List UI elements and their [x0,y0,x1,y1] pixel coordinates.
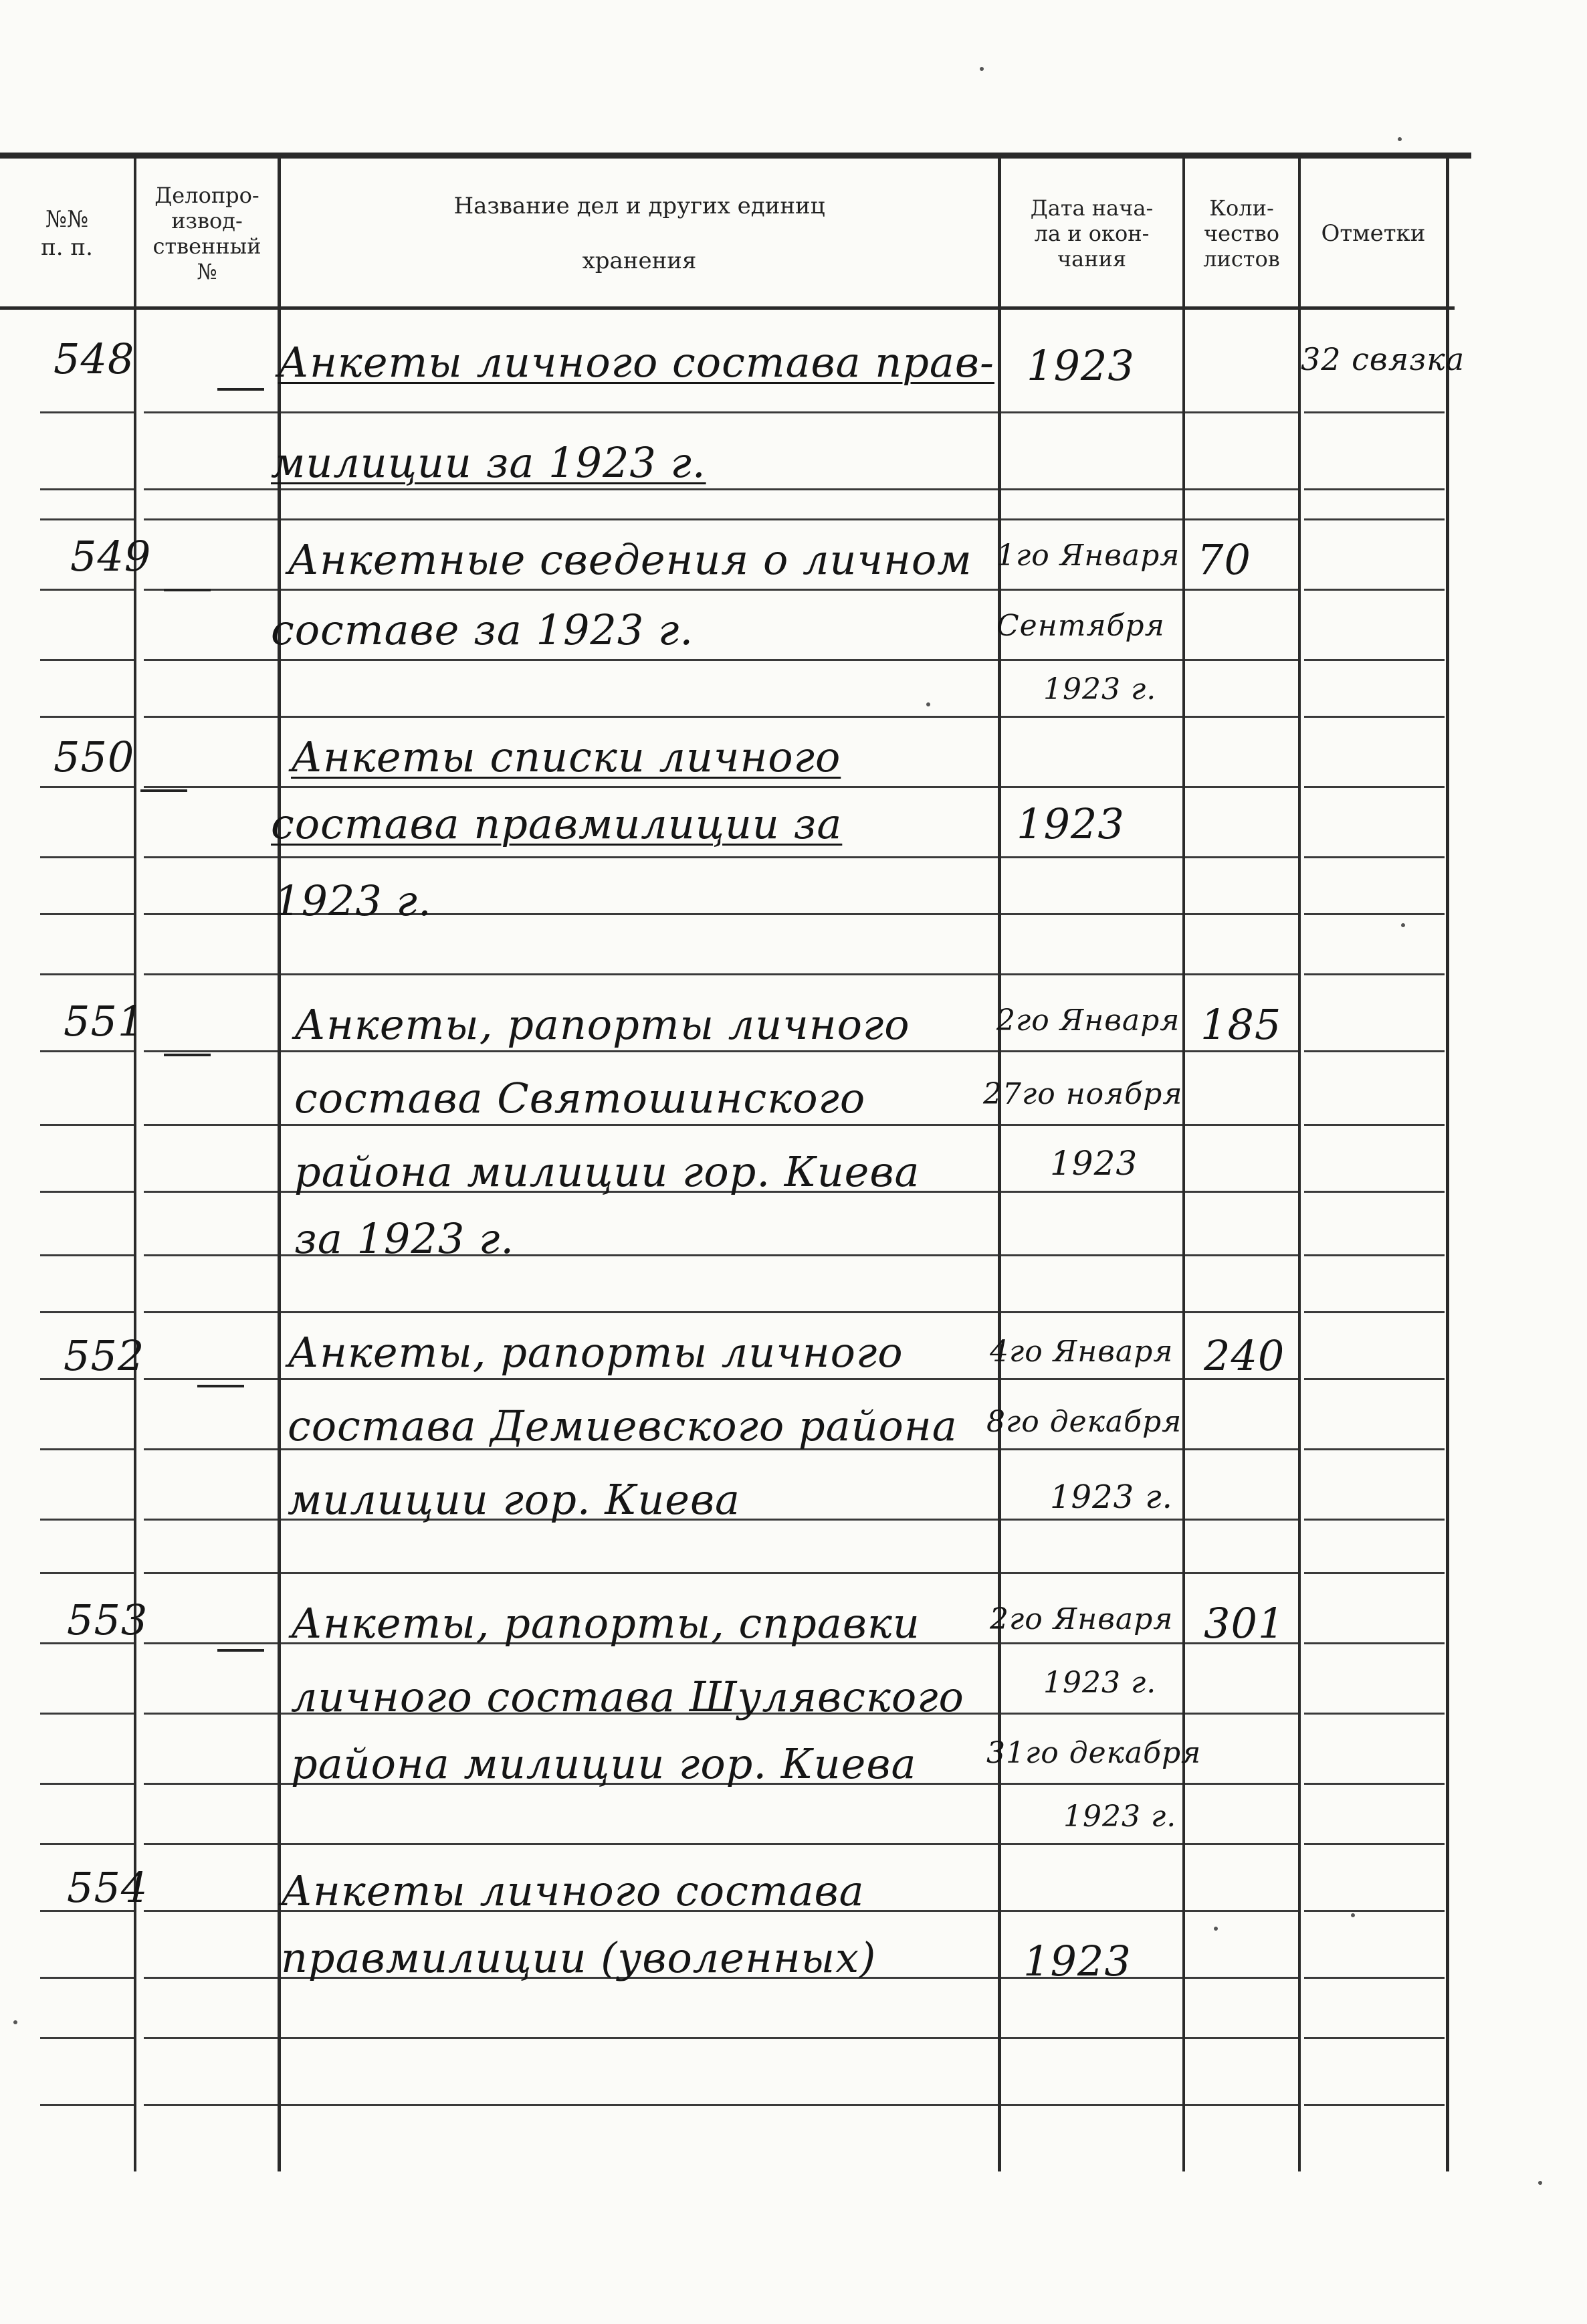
ruled-line [1304,856,1445,858]
row-sheets: 240 [1204,1331,1285,1380]
ruled-line [1001,1783,1182,1785]
ruled-line [1185,786,1298,788]
ruled-line [40,1783,134,1785]
ruled-line [281,786,998,788]
ruled-line [1185,2104,1298,2106]
row-title-line: района милиции гор. Киева [291,1739,917,1788]
col-rule-6 [1446,158,1449,2171]
ruled-line [281,1311,998,1313]
row-date-line: 1923 [1050,1144,1138,1183]
row-number: 553 [67,1595,148,1644]
row-title-line: милиции гор. Киева [288,1475,740,1524]
ruled-line [144,716,278,718]
ruled-line [1304,973,1445,975]
ruled-line [1001,411,1182,413]
row-date-line: 8го декабря [986,1405,1182,1439]
ruled-line [144,856,278,858]
ruled-line [1304,1519,1445,1521]
row-number: 552 [64,1331,145,1380]
col-rule-4 [1182,158,1185,2171]
ruled-line [144,1378,278,1380]
ruled-line [1001,973,1182,975]
row-number: 548 [54,334,135,383]
row-title-line: Анкеты личного состава [281,1866,865,1915]
row-number: 550 [54,733,135,781]
row-date-line: 27го ноября [983,1077,1183,1111]
scan-speck [1351,1913,1355,1917]
ruled-line [281,2104,998,2106]
ruled-line [281,659,998,661]
ruled-line [144,1977,278,1979]
row-title-line: состава Демиевского района [288,1401,958,1450]
row-title-line: правмилиции (уволенных) [281,1933,877,1982]
scan-speck [13,2020,17,2024]
ruled-line [144,411,278,413]
row-date-line: 2го Января [990,1602,1174,1636]
row-title-line: Анкеты личного состава прав- [278,338,994,387]
row-sheets: 301 [1204,1599,1285,1648]
row-office-dash [197,1385,244,1387]
row-office-dash [140,789,187,792]
ruled-line [1304,1448,1445,1450]
scan-speck [1401,923,1405,927]
ruled-line [1185,518,1298,520]
ruled-line [1001,2037,1182,2039]
ruled-line [40,1448,134,1450]
row-notes: 32 связка [1301,341,1465,377]
ruled-line [1185,659,1298,661]
ruled-line [1001,856,1182,858]
ruled-line [1185,589,1298,591]
ruled-line [144,518,278,520]
ruled-line [1001,1124,1182,1126]
ruled-line [1185,1448,1298,1450]
ruled-line [40,2104,134,2106]
row-number: 549 [70,532,152,581]
ruled-line [144,1519,278,1521]
row-title-line: 1923 г. [274,876,432,925]
col-rule-3 [998,158,1001,2171]
header-sheets: Коли- чество листов [1203,195,1280,272]
ruled-line [144,1311,278,1313]
ruled-line [40,488,134,490]
ruled-line [281,488,998,490]
row-date-line: 31го декабря [986,1736,1202,1770]
ruled-line [1304,411,1445,413]
ruled-line [1185,488,1298,490]
ruled-line [1304,518,1445,520]
ruled-line [40,1254,134,1256]
row-office-dash [164,1054,211,1056]
ruled-line [1185,1311,1298,1313]
top-rule [0,153,1471,159]
ruled-line [281,2037,998,2039]
ruled-line [144,1910,278,1912]
ruled-line [281,1124,998,1126]
ruled-line [1001,716,1182,718]
ruled-line [144,1050,278,1052]
ruled-line [1304,659,1445,661]
row-sheets: 70 [1197,535,1251,584]
ruled-line [1304,1572,1445,1574]
ruled-line [144,1572,278,1574]
ruled-line [1001,1519,1182,1521]
row-title-line: милиции за 1923 г. [271,438,706,487]
ruled-line [40,1124,134,1126]
ruled-line [1001,2104,1182,2106]
row-date-line: 2го Января [996,1003,1180,1038]
ruled-line [1185,1254,1298,1256]
ruled-line [144,1642,278,1644]
ruled-line [1185,1191,1298,1193]
ruled-line [40,913,134,915]
ruled-line [1001,488,1182,490]
ruled-line [1185,1124,1298,1126]
scan-speck [1214,1927,1218,1931]
ruled-line [281,1843,998,1845]
header-title-line1: Название дел и других единиц [453,193,825,219]
row-title-line: Анкеты, рапорты личного [294,1000,910,1049]
ruled-line [40,1311,134,1313]
ruled-line [1001,1448,1182,1450]
ruled-line [1185,1572,1298,1574]
ruled-line [40,786,134,788]
header-title-line2: хранения [582,248,697,274]
ruled-line [40,1191,134,1193]
header-number: №№ п. п. [41,206,93,261]
ruled-line [1304,1254,1445,1256]
ruled-line [1304,1311,1445,1313]
row-date-line: Сентября [996,609,1165,643]
ruled-line [40,659,134,661]
header-title [281,161,998,306]
row-title-line: состава правмилиции за [271,799,843,848]
row-office-dash [217,388,264,391]
ruled-line [1001,1050,1182,1052]
ruled-line [281,1572,998,1574]
row-date-line: 1923 г. [1043,1666,1157,1700]
row-date-line: 1923 [1017,799,1125,848]
ruled-line [144,1124,278,1126]
ruled-line [1001,659,1182,661]
ruled-line [1185,716,1298,718]
scan-speck [980,67,984,71]
scan-speck [1538,2181,1542,2185]
ruled-line [40,1713,134,1715]
ruled-line [281,856,998,858]
row-number: 551 [64,997,145,1046]
ruled-line [1304,488,1445,490]
ruled-line [144,659,278,661]
row-date-line: 4го Января [990,1335,1174,1369]
ruled-line [144,2104,278,2106]
ruled-line [281,1050,998,1052]
ruled-line [144,1448,278,1450]
ruled-line [144,1843,278,1845]
ruled-line [1304,786,1445,788]
ruled-line [1304,1642,1445,1644]
ruled-line [1001,1843,1182,1845]
ruled-line [40,2037,134,2039]
ruled-line [144,1783,278,1785]
ruled-line [1001,1378,1182,1380]
scan-speck [1398,137,1402,141]
row-date-line: 1го Января [996,539,1180,573]
row-office-dash [164,589,211,591]
row-date-line: 1923 г. [1050,1478,1173,1516]
ruled-line [281,973,998,975]
ruled-line [1185,1050,1298,1052]
header-notes: Отметки [1321,220,1426,247]
ruled-line [1185,1713,1298,1715]
ruled-line [40,1050,134,1052]
ruled-line [281,589,998,591]
ruled-line [40,589,134,591]
ruled-line [281,518,998,520]
row-office-dash [217,1649,264,1652]
row-date-line: 1923 г. [1063,1800,1177,1834]
ruled-line [144,913,278,915]
ruled-line [1304,1378,1445,1380]
ruled-line [1001,786,1182,788]
ruled-line [40,518,134,520]
ruled-line [1304,1843,1445,1845]
ruled-line [1001,1254,1182,1256]
ruled-line [1001,1311,1182,1313]
ruled-line [1304,1977,1445,1979]
row-number: 554 [67,1863,148,1912]
ruled-line [40,1519,134,1521]
ruled-line [1185,973,1298,975]
ruled-line [1304,589,1445,591]
ruled-line [1304,2037,1445,2039]
ruled-line [144,2037,278,2039]
ruled-line [1304,1191,1445,1193]
ruled-line [1185,411,1298,413]
ruled-line [1001,1191,1182,1193]
ruled-line [1185,1977,1298,1979]
ruled-line [40,411,134,413]
ruled-line [144,1713,278,1715]
row-title-line: состава Святошинского [294,1074,866,1123]
header-office-number: Делопро- извод- ственный № [152,183,261,284]
ruled-line [1304,1050,1445,1052]
ruled-line [1185,1910,1298,1912]
ruled-line [40,973,134,975]
ruled-line [1001,589,1182,591]
ruled-line [40,1843,134,1845]
ruled-line [281,1378,998,1380]
ruled-line [1001,1910,1182,1912]
row-sheets: 185 [1200,1000,1282,1049]
ruled-line [1001,1713,1182,1715]
ruled-line [40,716,134,718]
row-date-line: 1923 [1023,1937,1132,1986]
ruled-line [40,856,134,858]
ruled-line [1001,1572,1182,1574]
header-date: Дата нача- ла и окон- чания [1030,195,1154,272]
ruled-line [1185,913,1298,915]
ruled-line [1185,2037,1298,2039]
ruled-line [281,411,998,413]
ruled-line [144,1191,278,1193]
ruled-line [1185,1843,1298,1845]
ruled-line [144,973,278,975]
ruled-line [1304,2104,1445,2106]
ruled-line [40,1977,134,1979]
row-title-line: личного состава Шулявского [291,1672,964,1721]
row-date-line: 1923 [1027,341,1135,390]
ruled-line [144,488,278,490]
row-title-line: составе за 1923 г. [271,605,694,654]
ruled-line [40,1572,134,1574]
ruled-line [1001,518,1182,520]
ruled-line [1185,856,1298,858]
ruled-line [1304,1124,1445,1126]
row-title-line: за 1923 г. [294,1214,515,1263]
ruled-line [1185,1783,1298,1785]
ruled-line [281,716,998,718]
row-date-line: 1923 г. [1043,672,1157,706]
ruled-line [1304,1783,1445,1785]
ruled-line [1185,1519,1298,1521]
row-title-line: Анкетные сведения о личном [288,535,972,584]
ruled-line [1304,1910,1445,1912]
row-title-line: Анкеты, рапорты, справки [291,1599,920,1648]
ruled-line [1001,1642,1182,1644]
col-rule-5 [1298,158,1301,2171]
row-title-line: района милиции гор. Киева [294,1147,920,1196]
ruled-line [1304,913,1445,915]
ruled-line [144,1254,278,1256]
ruled-line [1304,1713,1445,1715]
row-title-line: Анкеты, рапорты личного [288,1328,904,1377]
ruled-line [1304,716,1445,718]
scan-speck [926,702,930,706]
row-title-line: Анкеты списки личного [291,733,841,781]
header-bottom-rule [0,306,1455,310]
ruled-line [1001,913,1182,915]
ruled-line [144,786,278,788]
